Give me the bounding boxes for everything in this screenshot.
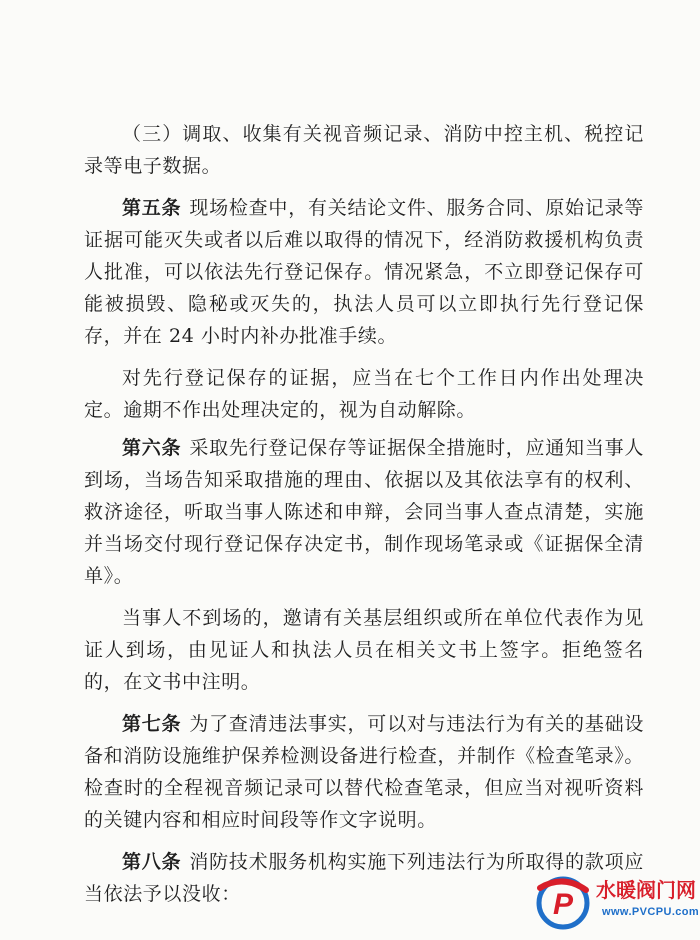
paragraph-text: 对先行登记保存的证据，应当在七个工作日内作出处理决定。逾期不作出处理决定的，视为自动解除。 [84,367,644,421]
site-watermark [532,868,700,940]
paragraph-text: （三）调取、收集有关视音频记录、消防中控主机、税控记录等电子数据。 [84,123,644,177]
watermark-url: www.PVCPU.com [602,906,700,918]
article-5 [84,192,644,352]
article-6-paragraph-2 [84,602,644,698]
article-heading: 第五条 [122,197,182,219]
watermark-site-name: 水暖阀门网 [596,878,696,902]
article-heading: 第六条 [122,437,182,459]
article-heading: 第七条 [122,713,182,735]
document-body [84,118,644,910]
watermark-logo-icon [532,870,594,936]
article-heading: 第八条 [122,851,182,873]
article-7 [84,708,644,836]
article-5-paragraph-2 [84,362,644,426]
paragraph-item-3 [84,118,644,182]
paragraph-text: 消防技术服务机构实施下列违法行为所取得的款项应当依法予以没收： [84,851,644,905]
paragraph-text: 现场检查中，有关结论文件、服务合同、原始记录等证据可能灭失或者以后难以取得的情况下，经消防救援机构负责人批准，可以依法先行登记保存。情况紧急，不立即登记保存可能被损毁、隐秘或灭失的，执法人员可以立即执行先行登记保存，并在 24 小时内补办批准手续。 [84,197,644,347]
watermark-logo-letter: P [552,888,574,921]
paragraph-text: 采取先行登记保存等证据保全措施时，应通知当事人到场，当场告知采取措施的理由、依据以及其依法享有的权利、救济途径，听取当事人陈述和申辩，会同当事人查点清楚，实施并当场交付现行登记保存决定书，制作现场笔录或《证据保全清单》。 [84,437,644,587]
paragraph-text: 为了查清违法事实，可以对与违法行为有关的基础设备和消防设施维护保养检测设备进行检查，并制作《检查笔录》。检查时的全程视音频记录可以替代检查笔录，但应当对视听资料的关键内容和相应时间段等作文字说明。 [84,713,644,831]
paragraph-text: 当事人不到场的，邀请有关基层组织或所在单位代表作为见证人到场，由见证人和执法人员在相关文书上签字。拒绝签名的，在文书中注明。 [84,607,644,693]
article-6 [84,432,644,592]
